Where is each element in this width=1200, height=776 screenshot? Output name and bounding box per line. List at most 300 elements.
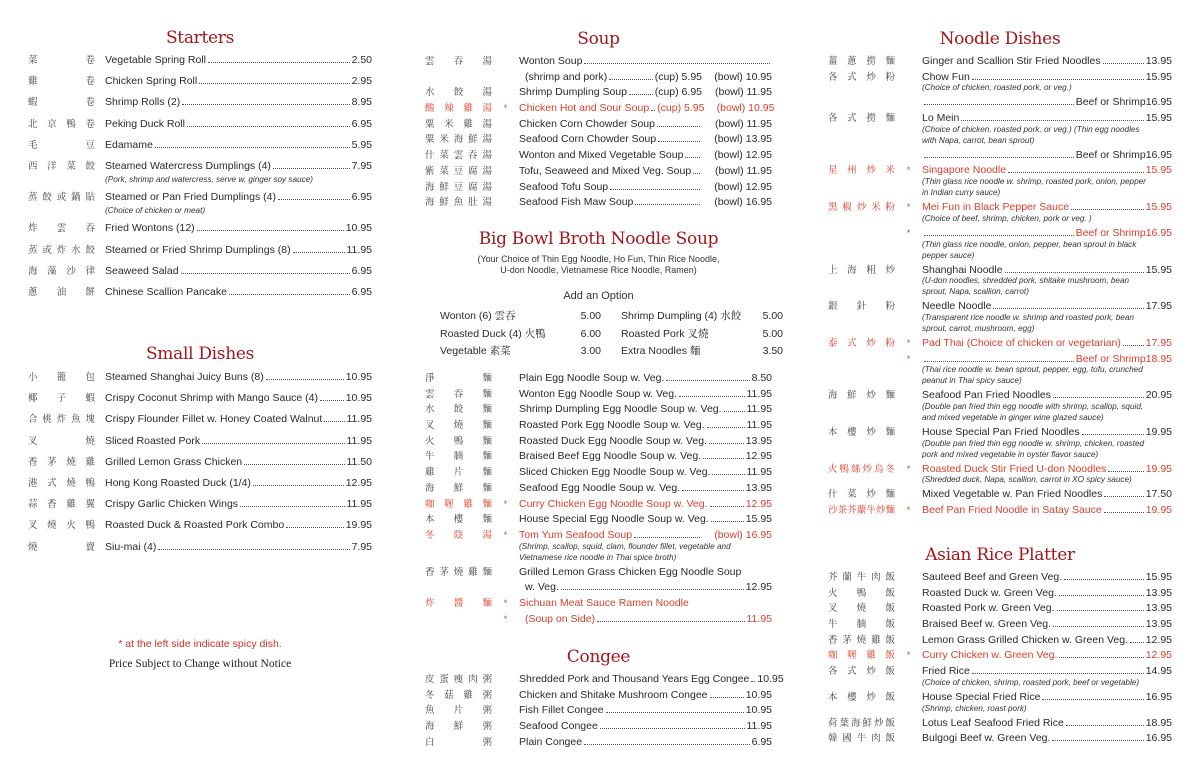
menu-item — [828, 664, 1172, 688]
price: 18.95 — [1145, 716, 1172, 729]
menu-item-row — [28, 494, 372, 515]
dot-leader — [682, 490, 744, 491]
dot-leader — [651, 110, 655, 111]
price: 13.95 — [1145, 55, 1172, 67]
chinese-name: 冬陰湯 — [425, 529, 492, 541]
dish-name: Singapore Noodle — [922, 164, 1007, 177]
menu-item-row — [828, 570, 1172, 586]
chinese-name: 海鮮麵 — [425, 482, 492, 494]
dot-leader — [155, 147, 350, 148]
chinese-name: 本樓麵 — [425, 514, 492, 526]
dot-leader — [1005, 272, 1144, 273]
dot-leader — [240, 506, 344, 507]
dot-leader — [693, 173, 700, 174]
dish-name: Steamed or Pan Fried Dumplings (4) — [105, 191, 276, 204]
dish-name: Tofu, Seaweed and Mixed Veg. Soup — [519, 164, 692, 177]
price: 6.95 — [351, 117, 372, 130]
dot-leader — [609, 79, 652, 80]
option-name: Shrimp Dumpling (4) 水餃 — [621, 310, 742, 322]
dot-leader — [924, 104, 1074, 105]
menu-item-row — [425, 672, 784, 688]
chinese-name: 港式燒鴨 — [28, 477, 95, 489]
menu-item — [828, 648, 1172, 664]
menu-item — [828, 163, 1172, 198]
chinese-name: 北京鴨卷 — [28, 118, 95, 130]
dish-name: House Special Pan Fried Noodles — [922, 425, 1080, 438]
dot-leader — [1053, 397, 1144, 398]
menu-item-row — [425, 688, 772, 704]
menu-item-row — [425, 565, 772, 581]
menu-item — [425, 434, 772, 450]
price: 10.95 — [745, 704, 772, 717]
dish-name: Chicken Corn Chowder Soup — [519, 117, 655, 130]
rice-platter-list — [828, 570, 1172, 747]
dot-leader — [278, 199, 350, 200]
dot-leader — [685, 157, 700, 158]
dish-name: Lotus Leaf Seafood Fried Rice — [922, 716, 1064, 729]
menu-item — [828, 95, 1172, 111]
chinese-name: 叉燒飯 — [828, 603, 895, 615]
chinese-name: 雲吞湯 — [425, 56, 492, 67]
menu-item-row — [828, 586, 1172, 602]
size-option-label: Beef or Shrimp — [1075, 226, 1146, 239]
menu-item — [425, 402, 772, 418]
chinese-name: 粟米雞湯 — [425, 118, 492, 130]
chinese-name: 蒸或炸水餃 — [28, 244, 95, 256]
menu-item-row — [425, 418, 772, 434]
dot-leader — [703, 458, 744, 459]
dish-description: (Shredded duck, Napa, scallion, carrot in XO spicy sauce) — [922, 475, 1132, 485]
menu-item — [828, 633, 1172, 649]
chinese-name: 酸辣雞湯 — [425, 103, 492, 115]
dish-name: Beef Pan Fried Noodle in Satay Sauce — [922, 504, 1102, 516]
chinese-name: 白粥 — [425, 736, 492, 748]
menu-item-row — [828, 617, 1172, 633]
price: 8.50 — [751, 372, 772, 384]
dish-name: Steamed or Fried Shrimp Dumplings (8) — [105, 243, 291, 256]
chinese-name: 沙茶芥蘭牛炒麵 — [828, 505, 895, 516]
dish-name: Curry Chicken w. Green Veg. — [922, 649, 1058, 662]
dish-name: Sliced Chicken Egg Noodle Soup w. Veg. — [519, 466, 711, 479]
dish-name: Vegetable Spring Roll — [105, 54, 206, 66]
dish-name: Fried Wontons (12) — [105, 222, 195, 235]
dot-leader — [266, 379, 344, 380]
bowl-price: (bowl) 11.95 — [714, 164, 772, 177]
dot-leader — [710, 697, 744, 698]
spicy-marker: * — [503, 529, 508, 540]
chinese-name: 淨麵 — [425, 373, 492, 384]
dot-leader — [1052, 740, 1143, 741]
price: 16.95 — [1145, 690, 1172, 703]
menu-item — [425, 195, 772, 211]
chinese-name: 上海粗炒 — [828, 264, 895, 276]
menu-item-row — [28, 261, 372, 282]
price: 6.95 — [751, 735, 772, 748]
dot-leader — [924, 157, 1074, 158]
price: 10.95 — [757, 673, 784, 685]
spicy-marker: * — [906, 337, 911, 348]
option-price: 5.00 — [580, 310, 601, 322]
menu-item-row — [828, 487, 1172, 503]
price: 10.95 — [345, 371, 372, 383]
chinese-name: 蔥油餅 — [28, 286, 95, 298]
price: 12.95 — [1145, 649, 1172, 662]
menu-item — [425, 703, 772, 719]
chinese-name: 粟米海鮮湯 — [425, 134, 492, 146]
chinese-name: 燒賣 — [28, 541, 95, 553]
menu-item — [28, 515, 372, 536]
price: 16.95 — [1145, 96, 1172, 109]
option-name: Roasted Duck (4) 火鴨 — [440, 327, 546, 340]
option-price: 5.00 — [762, 327, 783, 340]
chinese-name: 韓國牛肉飯 — [828, 733, 895, 745]
menu-item — [425, 85, 772, 101]
menu-item — [828, 336, 1172, 352]
section-title-small-dishes: Small Dishes — [145, 344, 255, 364]
menu-item-row — [28, 537, 372, 558]
price: 2.50 — [351, 54, 372, 66]
dish-name: Shrimp Dumpling Soup — [519, 86, 627, 99]
chinese-name: 小籠包 — [28, 372, 95, 383]
dot-leader — [202, 443, 344, 444]
dish-description: (U-don noodles, shredded pork, shitake mushroom, bean sprout, Napa, scallion, carrot) — [922, 276, 1130, 297]
dot-leader — [1066, 725, 1144, 726]
chinese-name: 什菜炒麵 — [828, 489, 895, 501]
dot-leader — [199, 83, 349, 84]
menu-item — [425, 497, 772, 513]
dot-leader — [561, 589, 744, 590]
chinese-name: 咖喱雞飯 — [828, 650, 895, 662]
price: 11.95 — [346, 498, 372, 511]
chinese-name: 什菜雲吞湯 — [425, 150, 492, 162]
chinese-name: 炸醬麵 — [425, 597, 492, 609]
dish-name: Sliced Roasted Pork — [105, 434, 201, 447]
price: 20.95 — [1145, 389, 1172, 402]
option-name: Wonton (6) 雲吞 — [440, 310, 516, 322]
menu-item — [425, 132, 772, 148]
menu-item — [28, 156, 372, 185]
menu-item-row — [425, 434, 772, 450]
price: 15.95 — [1145, 70, 1172, 83]
menu-item — [425, 735, 772, 751]
price: 11.95 — [346, 243, 372, 256]
chinese-name: 毛豆 — [28, 139, 95, 151]
price: 6.95 — [351, 285, 372, 298]
spicy-marker: * — [906, 227, 911, 238]
dot-leader — [707, 427, 745, 428]
dot-leader — [993, 308, 1143, 309]
menu-item-row — [425, 703, 772, 719]
menu-item-row — [28, 218, 372, 239]
menu-item — [828, 226, 1172, 261]
price: 11.95 — [746, 419, 772, 432]
chinese-name: 叉燒 — [28, 435, 95, 447]
dot-leader — [229, 294, 350, 295]
dish-name: Needle Noodle — [922, 300, 992, 313]
menu-item-row — [28, 473, 372, 494]
chinese-name: 西洋菜餃 — [28, 160, 95, 172]
menu-item — [425, 418, 772, 434]
option-price: 5.00 — [762, 310, 783, 322]
dish-name: Shrimp Rolls (2) — [105, 96, 181, 109]
big-bowl-subtitle-line: (Your Choice of Thin Egg Noodle, Ho Fun, Thin Rice Noodle, — [477, 254, 720, 264]
dish-description: (Pork, shrimp and watercress, serve w. ginger soy sauce) — [105, 175, 313, 185]
dish-name: Grilled Lemon Grass Chicken — [105, 455, 243, 468]
chinese-name: 雲吞麵 — [425, 388, 492, 400]
menu-item-row — [425, 101, 775, 117]
dot-leader — [711, 521, 744, 522]
menu-item-row — [828, 601, 1172, 617]
cup-price: (cup) 5.95 — [657, 102, 705, 115]
add-option-table — [440, 308, 783, 361]
price: 13.95 — [1145, 586, 1172, 599]
dish-name: (Soup on Side) — [525, 612, 596, 625]
bowl-price: (bowl) 10.95 — [716, 102, 775, 115]
chinese-name: 椰子蝦 — [28, 393, 95, 405]
menu-item — [425, 465, 772, 481]
dish-description: (Transparent rice noodle w. shrimp and roasted pork, bean sprout, carrot, mushroom, egg) — [922, 312, 1134, 333]
option-name: Vegetable 素菜 — [440, 345, 511, 357]
size-option-label: Beef or Shrimp — [1075, 96, 1146, 109]
menu-item-row — [28, 367, 372, 388]
menu-item — [828, 200, 1172, 224]
menu-item — [425, 719, 772, 735]
chinese-name: 薑蔥撈麵 — [828, 56, 895, 67]
menu-item — [828, 263, 1172, 298]
menu-item — [828, 617, 1172, 633]
chinese-name: 火鴨飯 — [828, 587, 895, 599]
spicy-marker: * — [503, 597, 508, 608]
dish-name: Curry Chicken Egg Noodle Soup w. Veg. — [519, 497, 708, 510]
option-row — [440, 343, 783, 361]
menu-item — [425, 148, 772, 164]
menu-item — [28, 367, 372, 388]
menu-item — [828, 487, 1172, 503]
price: 11.95 — [746, 720, 772, 733]
chinese-name: 蒜香雞翼 — [28, 499, 95, 511]
broth-noodle-list — [425, 371, 772, 627]
dot-leader — [1108, 471, 1143, 472]
dot-leader — [634, 537, 700, 538]
bowl-price: (bowl) 11.95 — [714, 117, 772, 130]
section-title-big-bowl: Big Bowl Broth Noodle Soup — [478, 229, 719, 249]
dish-name: w. Veg. — [525, 581, 559, 594]
dish-name: Shanghai Noodle — [922, 263, 1003, 276]
cup-price: (cup) 6.95 — [654, 86, 702, 99]
chinese-name: 各式撈麵 — [828, 113, 895, 125]
menu-item-row — [425, 164, 772, 180]
dish-name: Plain Egg Noodle Soup w. Veg. — [519, 372, 665, 384]
chinese-name: 香茅燒雞麵 — [425, 566, 492, 578]
option-row — [440, 326, 783, 344]
size-option-label: Beef or Shrimp — [1075, 148, 1146, 161]
dot-leader — [1104, 512, 1144, 513]
dot-leader — [1057, 610, 1144, 611]
dish-name: Chicken and Shitake Mushroom Congee — [519, 688, 708, 701]
price: 16.95 — [1145, 148, 1172, 161]
bowl-price: (bowl) 16.95 — [714, 196, 772, 209]
section-title-soup: Soup — [577, 29, 620, 49]
menu-item — [425, 688, 772, 704]
price: 7.95 — [351, 540, 372, 553]
menu-item — [425, 481, 772, 497]
menu-item — [28, 452, 372, 473]
price: 15.95 — [1145, 201, 1172, 214]
menu-item — [828, 70, 1172, 94]
menu-item — [28, 494, 372, 515]
menu-item-row — [28, 135, 372, 156]
dot-leader — [712, 474, 744, 475]
chinese-name: 海鮮豆腐湯 — [425, 181, 492, 193]
dish-name: Sichuan Meat Sauce Ramen Noodle — [519, 596, 689, 609]
dish-description: (Thin glass rice noodle, onion, pepper, bean sprout in black pepper sauce) — [922, 239, 1137, 260]
dot-leader — [629, 94, 653, 95]
option-name: Roasted Pork 叉燒 — [621, 327, 709, 340]
menu-item-row — [828, 503, 1172, 519]
menu-item-row — [425, 371, 772, 387]
price-disclaimer: Price Subject to Change without Notice — [108, 658, 292, 670]
price: 11.95 — [746, 387, 772, 400]
price: 12.95 — [1145, 633, 1172, 646]
price: 19.95 — [1145, 425, 1172, 438]
menu-item — [28, 473, 372, 494]
dish-name: Steamed Watercress Dumplings (4) — [105, 159, 271, 172]
dish-name: Seafood Pan Fried Noodles — [922, 389, 1051, 402]
price: 13.95 — [745, 434, 772, 447]
chinese-name: 叉燒火鴨 — [28, 520, 95, 532]
menu-item — [28, 409, 372, 430]
chinese-name: 冬菇雞粥 — [425, 689, 492, 701]
dish-name: Seaweed Salad — [105, 264, 179, 277]
spicy-marker: * — [906, 505, 911, 515]
chinese-name: 本樓炒麵 — [828, 426, 895, 438]
dot-leader — [1104, 496, 1143, 497]
spicy-marker: * — [906, 463, 911, 474]
price: 12.95 — [745, 450, 772, 463]
dot-leader — [710, 506, 744, 507]
menu-item-row — [425, 449, 772, 465]
dot-leader — [273, 168, 350, 169]
dish-name: Crispy Flounder Fillet w. Honey Coated Walnut — [105, 413, 323, 426]
price: 15.95 — [1145, 571, 1172, 583]
chinese-name: 海鮮魚肚湯 — [425, 197, 492, 209]
menu-item-row — [425, 735, 772, 751]
dish-name: Lemon Grass Grilled Chicken w. Green Veg. — [922, 633, 1129, 646]
dish-name: Roasted Duck w. Green Veg. — [922, 586, 1057, 599]
menu-item-row — [425, 612, 772, 628]
dish-description: (Choice of beef, shrimp, chicken, pork or veg. ) — [922, 213, 1092, 223]
dish-description: (Double pan fried thin egg noodle w. shrimp, chicken, roasted pork and mixed vegetable in oyster flavor sauce) — [922, 438, 1145, 459]
dot-leader — [924, 235, 1074, 236]
price: 7.95 — [351, 159, 372, 172]
chinese-name: 海鮮粥 — [425, 721, 492, 733]
dish-name: Chicken Hot and Sour Soup — [519, 102, 650, 115]
price: 10.95 — [345, 222, 372, 235]
dot-leader — [197, 230, 344, 231]
menu-item — [28, 187, 372, 216]
price: 13.95 — [1145, 602, 1172, 615]
menu-item — [425, 164, 772, 180]
menu-item — [28, 114, 372, 135]
menu-item-row — [28, 240, 372, 261]
dish-name: Sauteed Beef and Green Veg. — [922, 571, 1063, 583]
menu-item-row — [425, 497, 772, 513]
menu-item — [425, 371, 772, 387]
dish-name: House Special Fried Rice — [922, 690, 1041, 703]
dot-leader — [600, 728, 745, 729]
chinese-name: 香茅燒雞 — [28, 456, 95, 468]
dish-name: Wonton and Mixed Vegetable Soup — [519, 149, 684, 162]
chinese-name: 海鮮炒麵 — [828, 390, 895, 402]
dot-leader — [584, 63, 770, 64]
price: 10.95 — [345, 392, 372, 405]
menu-item-row — [425, 148, 772, 164]
menu-item — [828, 388, 1172, 423]
menu-item-row — [28, 515, 372, 536]
menu-item-row — [28, 50, 372, 71]
menu-item-row — [425, 132, 772, 148]
price: 18.95 — [1145, 352, 1172, 365]
size-option-label: Beef or Shrimp — [1075, 352, 1146, 365]
chinese-name: 雞卷 — [28, 76, 95, 88]
menu-item-row — [425, 117, 772, 133]
dish-name: Roasted Duck Stir Fried U-don Noodles — [922, 462, 1107, 475]
menu-item — [425, 565, 772, 581]
dot-leader — [1130, 642, 1144, 643]
price: 8.95 — [351, 96, 372, 109]
dish-name: Seafood Congee — [519, 720, 598, 733]
dish-description: (Choice of chicken, roasted pork, or veg.) — [922, 83, 1072, 93]
chinese-name: 炸雲吞 — [28, 223, 95, 235]
price: 13.95 — [1145, 618, 1172, 631]
menu-item-row — [425, 580, 772, 596]
noodle-dishes-list — [828, 54, 1172, 519]
menu-item — [828, 690, 1172, 714]
dot-leader — [610, 189, 700, 190]
cup-price: (cup) 5.95 — [654, 70, 702, 83]
menu-item — [28, 431, 372, 452]
dish-name: Pad Thai (Choice of chicken or vegetarian) — [922, 336, 1121, 349]
menu-item-row — [425, 387, 772, 403]
dot-leader — [751, 681, 755, 682]
dish-name: Chinese Scallion Pancake — [105, 285, 227, 298]
menu-item — [425, 512, 772, 528]
menu-item — [28, 261, 372, 282]
dot-leader — [187, 126, 350, 127]
spicy-marker: * — [503, 498, 508, 509]
chinese-name: 皮蛋瘦肉粥 — [425, 674, 492, 685]
dish-description: (Choice of chicken, roasted pork, or veg.) (Thin egg noodles with Napa, carrot, bean sprout) — [922, 124, 1140, 145]
dot-leader — [293, 252, 345, 253]
dot-leader — [1123, 345, 1144, 346]
price: 6.95 — [351, 191, 372, 204]
menu-item — [425, 528, 772, 563]
price: 12.95 — [745, 497, 772, 510]
dish-name: Crispy Garlic Chicken Wings — [105, 498, 239, 511]
menu-item-row — [28, 409, 372, 430]
price: 6.95 — [351, 264, 372, 277]
menu-item-row — [425, 596, 772, 612]
chinese-name: 本樓炒飯 — [828, 691, 895, 703]
congee-list — [425, 672, 784, 750]
dish-name: Shredded Pork and Thousand Years Egg Congee — [519, 673, 750, 685]
menu-item-row — [828, 336, 1172, 352]
dish-description: (Thin glass rice noodle w. shrimp, roasted pork, onion, pepper in Indian curry sauce) — [922, 177, 1146, 198]
menu-item — [425, 180, 772, 196]
dish-name: Mei Fun in Black Pepper Sauce — [922, 201, 1070, 214]
menu-item — [28, 50, 372, 71]
menu-item — [425, 117, 772, 133]
